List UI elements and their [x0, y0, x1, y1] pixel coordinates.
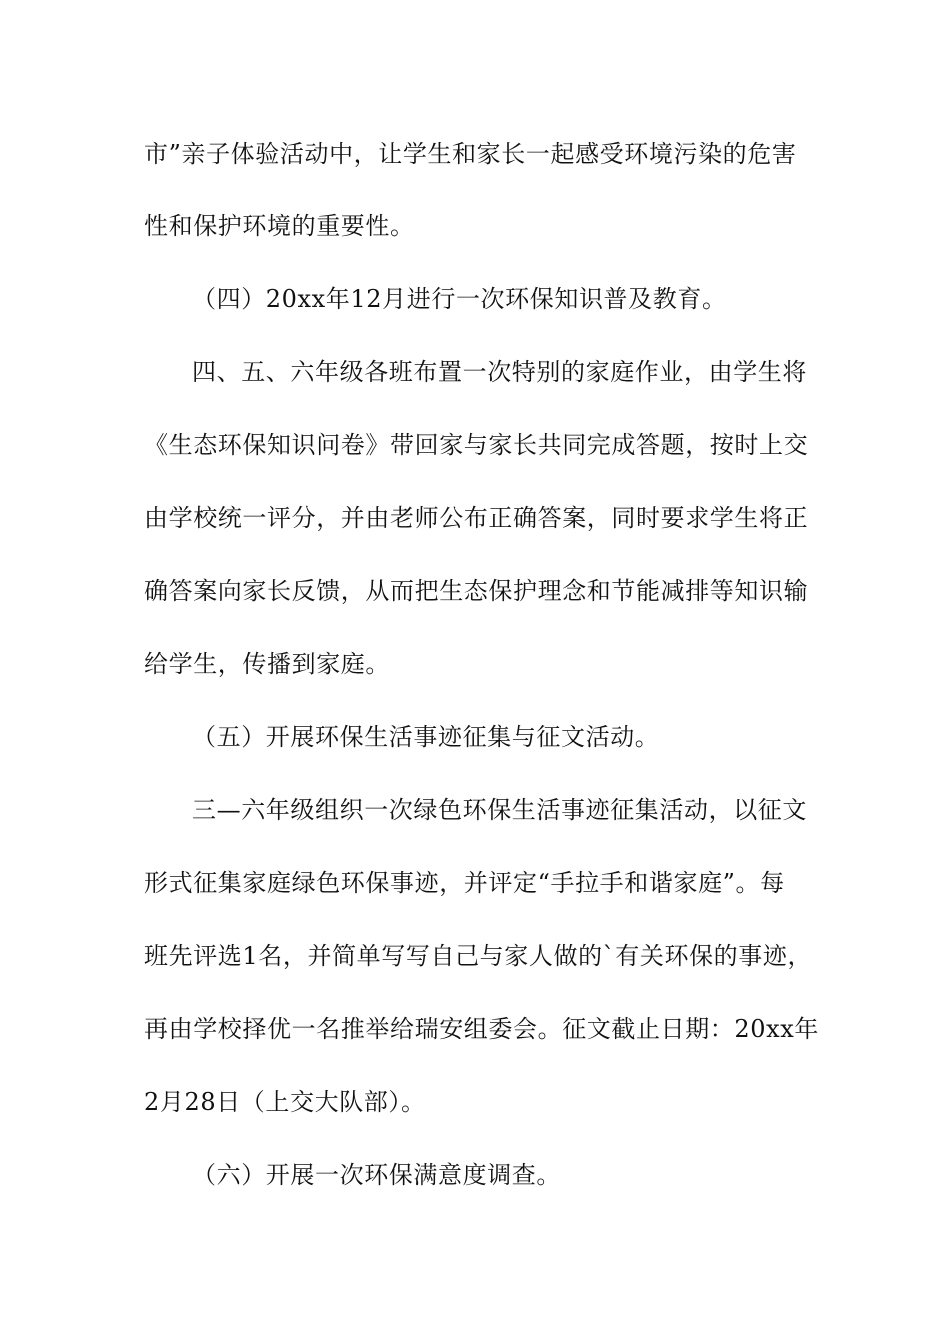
section-heading-6: （六）开展一次环保满意度调查。	[192, 1161, 561, 1189]
text-line-5: 《生态环保知识问卷》带回家与家长共同完成答题，按时上交	[144, 431, 809, 459]
text-line-11: 形式征集家庭绿色环保事迹，并评定“手拉手和谐家庭”。每	[144, 869, 785, 897]
text-line-1: 市”亲子体验活动中，让学生和家长一起感受环境污染的危害	[144, 140, 797, 168]
section-heading-4: （四）20xx年12月进行一次环保知识普及教育。	[192, 285, 727, 313]
text-line-7: 确答案向家长反馈，从而把生态保护理念和节能减排等知识输	[144, 577, 809, 605]
text-line-10: 三—六年级组织一次绿色环保生活事迹征集活动，以征文	[192, 796, 807, 824]
text-line-8: 给学生，传播到家庭。	[144, 650, 390, 678]
text-line-6: 由学校统一评分，并由老师公布正确答案，同时要求学生将正	[144, 504, 809, 532]
text-line-12: 班先评选1名，并简单写写自己与家人做的`有关环保的事迹，	[144, 942, 813, 970]
text-line-14: 2月28日（上交大队部）。	[144, 1088, 426, 1116]
text-line-2: 性和保护环境的重要性。	[144, 212, 415, 240]
section-heading-5: （五）开展环保生活事迹征集与征文活动。	[192, 723, 660, 751]
text-line-13: 再由学校择优一名推举给瑞安组委会。征文截止日期：20xx年	[144, 1015, 820, 1043]
text-line-4: 四、五、六年级各班布置一次特别的家庭作业，由学生将	[192, 358, 807, 386]
